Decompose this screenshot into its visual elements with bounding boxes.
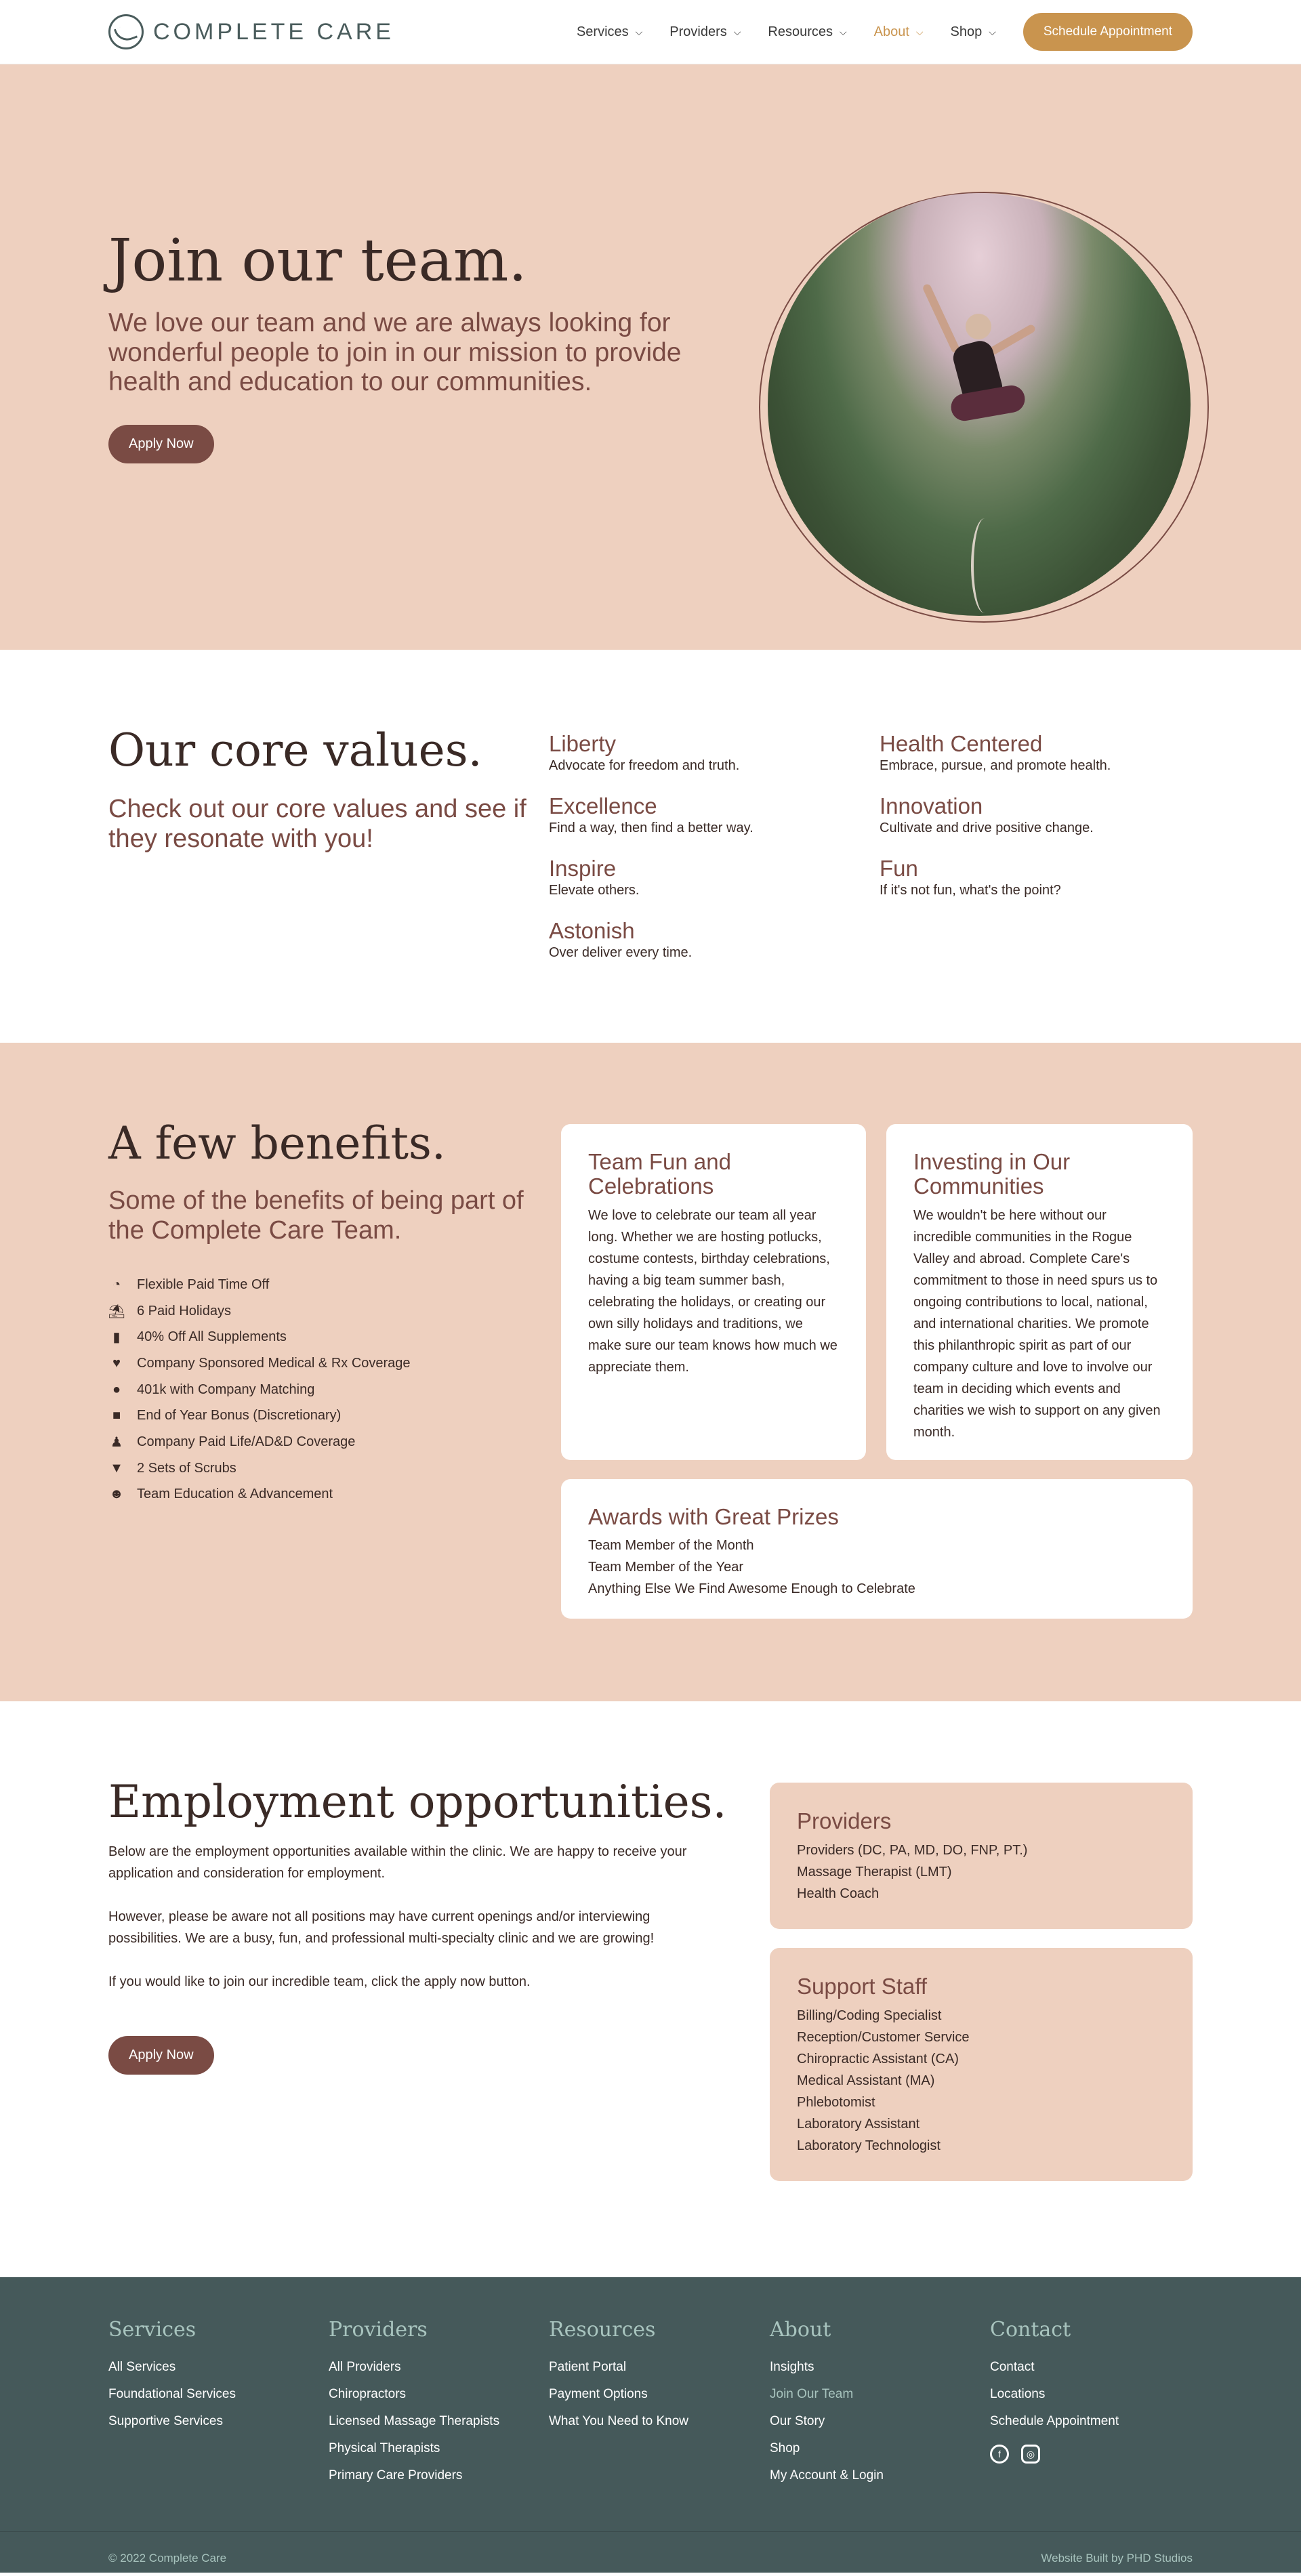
value-title: Innovation — [880, 793, 983, 818]
benefits-title: A few benefits. — [108, 1117, 446, 1169]
list-item: ▼ 2 Sets of Scrubs — [108, 1455, 411, 1482]
site-footer — [0, 2277, 1301, 2573]
footer-link[interactable]: Our Story — [770, 2414, 825, 2428]
facebook-icon[interactable]: f — [990, 2445, 1009, 2464]
chevron-down-icon: ⌵ — [989, 26, 996, 37]
hero-text: We love our team and we are always looking for wonderful people to join in our mission to provide health and education to our communities. — [108, 308, 682, 397]
list-item: Phlebotomist — [797, 2095, 875, 2110]
logo[interactable] — [108, 14, 394, 49]
clock-icon: ◔ — [112, 1276, 121, 1292]
hero-section — [0, 64, 1301, 650]
employment-section — [0, 1701, 1301, 2277]
value-item — [549, 793, 753, 836]
chevron-down-icon: ⌵ — [915, 26, 924, 37]
footer-link[interactable]: What You Need to Know — [549, 2414, 688, 2428]
value-title: Inspire — [549, 856, 617, 881]
value-desc: Advocate for freedom and truth. — [549, 758, 740, 773]
prescription-bottle-icon: ▮ — [112, 1330, 121, 1346]
support-staff-title: Support Staff — [797, 1974, 928, 1999]
nav-services[interactable]: Services ⌵ — [576, 24, 643, 39]
users-icon: ☻ — [109, 1487, 124, 1502]
value-desc: Embrace, pursue, and promote health. — [880, 758, 1111, 773]
value-title: Excellence — [549, 793, 657, 818]
list-item: ☻ Team Education & Advancement — [109, 1487, 333, 1502]
core-values-title: Our core values. — [108, 724, 482, 776]
employment-title: Employment opportunities. — [108, 1776, 727, 1828]
value-item — [549, 731, 739, 774]
value-title: Liberty — [549, 731, 617, 756]
footer-heading: Contact — [990, 2318, 1071, 2342]
logo-mark-icon — [108, 14, 144, 49]
footer-column-about — [770, 2318, 884, 2489]
list-item: Billing/Coding Specialist — [797, 2008, 942, 2023]
list-item: ♥ Company Sponsored Medical & Rx Coverage — [108, 1350, 411, 1377]
card-body: Team Member of the Month Team Member of the Year Anything Else We Find Awesome Enough to Celebrate — [588, 1538, 915, 1597]
footer-heading: Services — [108, 2318, 197, 2342]
heartbeat-icon: ♥ — [112, 1355, 121, 1371]
list-item: ■ End of Year Bonus (Discretionary) — [108, 1403, 411, 1429]
list-item: ⛱ 6 Paid Holidays — [108, 1303, 231, 1319]
benefit-card — [886, 1124, 1193, 1460]
footer-link[interactable]: Foundational Services — [108, 2387, 236, 2401]
value-item — [880, 856, 1061, 898]
nav-shop[interactable]: Shop ⌵ — [950, 24, 996, 39]
list-item: Health Coach — [797, 1886, 880, 1901]
shirt-icon: ▼ — [110, 1460, 123, 1476]
hero-photo — [768, 193, 1191, 616]
value-desc: Over deliver every time. — [549, 945, 693, 960]
social-links — [990, 2445, 1119, 2464]
list-item: Medical Assistant (MA) — [797, 2073, 935, 2088]
copyright-text: © 2022 Complete Care — [108, 2552, 227, 2564]
footer-link[interactable]: Payment Options — [549, 2387, 648, 2401]
footer-link[interactable]: Physical Therapists — [329, 2441, 440, 2455]
benefits-list — [108, 1272, 411, 1508]
footer-link[interactable]: My Account & Login — [770, 2468, 884, 2482]
card-title: Team Fun and Celebrations — [588, 1149, 731, 1199]
list-item: Laboratory Assistant — [797, 2117, 920, 2132]
card-body: We wouldn't be here without our incredible communities in the Rogue Valley and abroad. Complete Care's commitment to those in need spurs us to ongoing contributions to local, national, and international charities. We promote this philanthropic spirit as part of our company culture and love to involve our team in deciding which events and charities we wish to support on any given month. — [913, 1207, 1161, 1440]
employment-paragraph: If you would like to join our incredible team, click the apply now button. — [108, 1974, 531, 1989]
footer-link[interactable]: Contact — [990, 2360, 1035, 2374]
employment-paragraph: Below are the employment opportunities available within the clinic. We are happy to receive your application and consideration for employment. — [108, 1844, 687, 1881]
footer-column-resources — [549, 2318, 688, 2435]
value-title: Astonish — [549, 918, 635, 943]
value-desc: Elevate others. — [549, 883, 640, 898]
footer-column-providers — [329, 2318, 499, 2489]
list-item: Laboratory Technologist — [797, 2138, 941, 2153]
value-item — [880, 793, 1094, 836]
footer-heading: Providers — [329, 2318, 428, 2342]
value-title: Fun — [880, 856, 918, 881]
instagram-icon[interactable]: ◎ — [1021, 2445, 1040, 2464]
built-by-link[interactable]: Website Built by PHD Studios — [1041, 2552, 1193, 2564]
footer-link[interactable]: Shop — [770, 2441, 800, 2455]
umbrella-beach-icon: ⛱ — [108, 1304, 125, 1319]
nav-providers[interactable]: Providers ⌵ — [669, 24, 741, 39]
footer-heading: About — [770, 2318, 831, 2342]
gift-icon: ■ — [112, 1408, 121, 1424]
list-item: ♟ Company Paid Life/AD&D Coverage — [108, 1429, 411, 1455]
site-header — [0, 0, 1301, 64]
footer-heading: Resources — [549, 2318, 656, 2342]
chevron-down-icon: ⌵ — [733, 26, 741, 37]
value-title: Health Centered — [880, 731, 1043, 756]
list-item: ◔ Flexible Paid Time Off — [108, 1272, 411, 1298]
footer-link[interactable]: All Providers — [329, 2360, 401, 2374]
footer-link[interactable]: Schedule Appointment — [990, 2414, 1119, 2428]
list-item: Reception/Customer Service — [797, 2030, 970, 2045]
footer-column-services — [108, 2318, 236, 2435]
footer-divider — [0, 2531, 1301, 2532]
footer-link[interactable]: Insights — [770, 2360, 814, 2374]
footer-link[interactable]: All Services — [108, 2360, 176, 2374]
value-item — [549, 918, 692, 961]
apply-now-button[interactable]: Apply Now — [108, 425, 214, 463]
footer-link[interactable]: Supportive Services — [108, 2414, 223, 2428]
nav-about[interactable]: About ⌵ — [873, 24, 924, 39]
card-body: We love to celebrate our team all year long. Whether we are hosting potlucks, costume contests, birthday celebrations, having a big team summer bash, celebrating the holidays, or creating our own silly holidays and traditions, we make sure our team knows how much we appreciate them. — [588, 1207, 838, 1375]
list-item: ▮ 40% Off All Supplements — [108, 1324, 411, 1350]
list-item: Massage Therapist (LMT) — [797, 1865, 952, 1879]
list-item: Chiropractic Assistant (CA) — [797, 2052, 959, 2066]
footer-link[interactable]: Locations — [990, 2387, 1046, 2401]
support-staff-box — [770, 1948, 1193, 2181]
value-desc: Cultivate and drive positive change. — [880, 820, 1094, 835]
benefits-subtitle: Some of the benefits of being part of the Complete Care Team. — [108, 1186, 524, 1245]
providers-box — [770, 1783, 1193, 1929]
card-title: Investing in Our Communities — [913, 1149, 1071, 1199]
value-desc: If it's not fun, what's the point? — [880, 883, 1061, 898]
nav-resources[interactable]: Resources ⌵ — [768, 24, 847, 39]
providers-title: Providers — [797, 1808, 892, 1833]
value-desc: Find a way, then find a better way. — [549, 820, 753, 835]
list-item: ● 401k with Company Matching — [108, 1377, 411, 1403]
footer-link[interactable]: Chiropractors — [329, 2387, 407, 2401]
footer-link[interactable]: Primary Care Providers — [329, 2468, 463, 2482]
benefit-card — [561, 1124, 866, 1460]
card-title: Awards with Great Prizes — [588, 1504, 839, 1529]
value-item — [549, 856, 639, 898]
footer-link[interactable]: Patient Portal — [549, 2360, 627, 2374]
core-values-subtitle: Check out our core values and see if they resonate with you! — [108, 795, 526, 853]
schedule-appointment-button[interactable]: Schedule Appointment — [1023, 13, 1193, 51]
footer-link[interactable]: Licensed Massage Therapists — [329, 2414, 500, 2428]
awards-card — [561, 1479, 1193, 1619]
footer-column-contact — [990, 2318, 1119, 2464]
employment-paragraph: However, please be aware not all positions may have current openings and/or interviewing possibilities. We are a busy, fun, and professional multi-specialty clinic and we are growing! — [108, 1909, 655, 1946]
chevron-down-icon: ⌵ — [635, 26, 643, 37]
footer-link-active[interactable]: Join Our Team — [770, 2387, 854, 2401]
apply-now-button[interactable]: Apply Now — [108, 2036, 214, 2075]
user-shield-icon: ♟ — [110, 1434, 123, 1450]
list-item: Providers (DC, PA, MD, DO, FNP, PT.) — [797, 1843, 1028, 1858]
benefits-section — [0, 1043, 1301, 1701]
logo-text: COMPLETE CARE — [153, 18, 394, 45]
core-values-section — [0, 650, 1301, 1043]
chevron-down-icon: ⌵ — [840, 26, 847, 37]
main-nav — [577, 13, 1193, 51]
value-item — [880, 731, 1111, 774]
piggy-bank-icon: ● — [112, 1382, 121, 1397]
hero-title: Join our team. — [108, 227, 527, 295]
